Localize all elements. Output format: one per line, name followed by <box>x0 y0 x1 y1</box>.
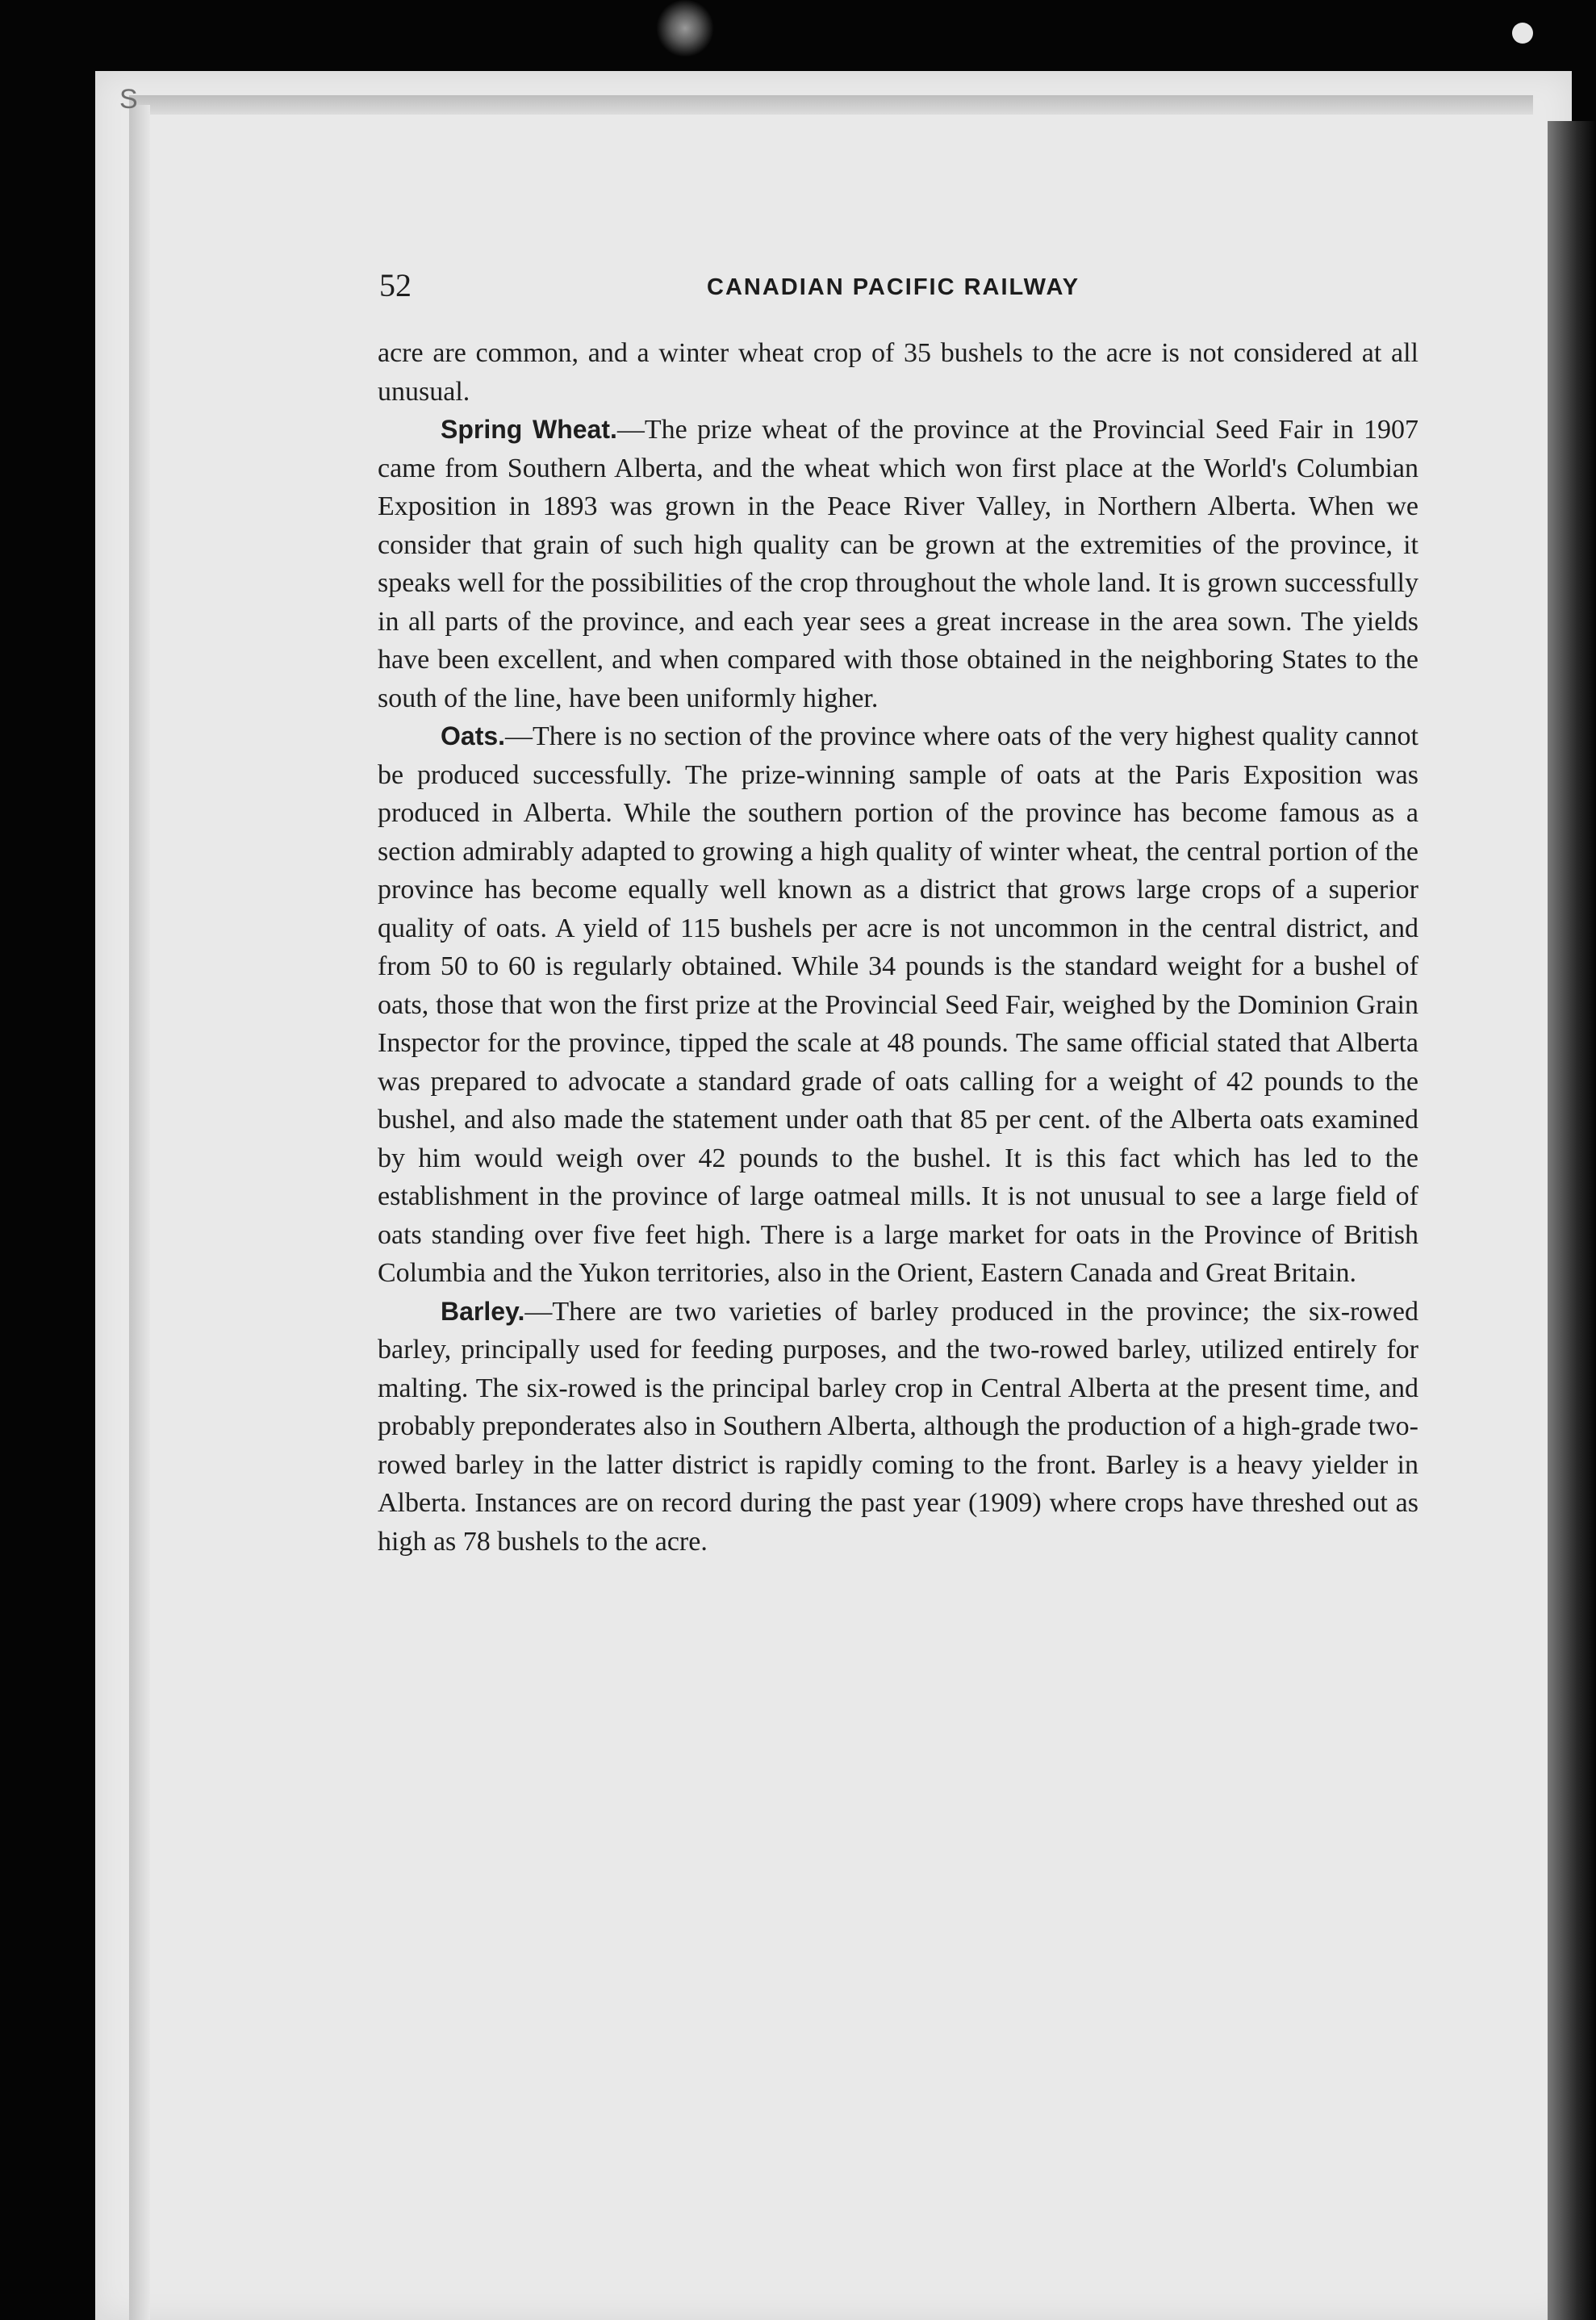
body-text <box>378 334 1418 1561</box>
scan-speck <box>655 0 715 56</box>
page-top-shadow <box>129 95 1533 115</box>
paragraph-heading: Barley. <box>441 1296 525 1326</box>
paragraph-text: —The prize wheat of the province at the Provincial Seed Fair in 1907 came from Southern Alberta, and the wheat which won first place at the World's Columbian Exposition in 1893 was grown in the Peace River Valley, in Northern Alberta. When we consider that grain of such high quality can be grown at the extremities of the province, it speaks well for the possibilities of the crop throughout the whole land. It is grown successfully in all parts of the province, and each year sees a great increase in the area sown. The yields have been excellent, and when compared with those obtained in the neighboring States to the south of the line, have been uniformly higher. <box>378 415 1418 713</box>
paragraph-spring-wheat <box>378 411 1418 717</box>
paragraph-text: acre are common, and a winter wheat crop of 35 bushels to the acre is not considered at all unusual. <box>378 338 1418 407</box>
page-number: 52 <box>379 267 412 303</box>
paragraph-continuation <box>378 334 1418 411</box>
edge-mark: S <box>119 84 138 115</box>
page-right-edge <box>1548 121 1596 2320</box>
paragraph-oats <box>378 717 1418 1293</box>
page-left-shadow <box>129 105 150 2320</box>
running-head: CANADIAN PACIFIC RAILWAY <box>707 274 1080 300</box>
paragraph-heading: Spring Wheat. <box>441 415 617 444</box>
paragraph-text: —There is no section of the province where oats of the very highest quality cannot be produced successfully. The prize-winning sample of oats at the Paris Exposition was produced in Alberta. While the southern portion of the province has become famous as a section admirably adapted to growing a high quality of winter wheat, the central portion of the province has become equally well known as a district that grows large crops of a superior quality of oats. A yield of 115 bushels per acre is not uncommon in the central district, and from 50 to 60 is regularly obtained. While 34 pounds is the standard weight for a bushel of oats, those that won the first prize at the Provincial Seed Fair, weighed by the Dominion Grain Inspector for the province, tipped the scale at 48 pounds. The same official stated that Alberta was prepared to advocate a standard grade of oats calling for a weight of 42 pounds to the bushel, and also made the statement under oath that 85 per cent. of the Alberta oats examined by him would weigh over 42 pounds to the bushel. It is this fact which has led to the establishment in the province of large oatmeal mills. It is not unusual to see a large field of oats standing over five feet high. There is a large market for oats in the Province of British Columbia and the Yukon territories, also in the Orient, Eastern Canada and Great Britain. <box>378 721 1418 1288</box>
scan-dot <box>1512 23 1533 44</box>
paragraph-text: —There are two varieties of barley produced in the province; the six-rowed barley, principally used for feeding purposes, and the two-rowed barley, utilized entirely for malting. The six-rowed is the principal barley crop in Central Alberta at the present time, and probably preponderates also in Southern Alberta, although the production of a high-grade two-rowed barley in the latter district is rapidly coming to the front. Barley is a heavy yielder in Alberta. Instances are on record during the past year (1909) where crops have threshed out as high as 78 bushels to the acre. <box>378 1296 1418 1557</box>
paragraph-heading: Oats. <box>441 721 506 750</box>
paragraph-barley <box>378 1293 1418 1561</box>
